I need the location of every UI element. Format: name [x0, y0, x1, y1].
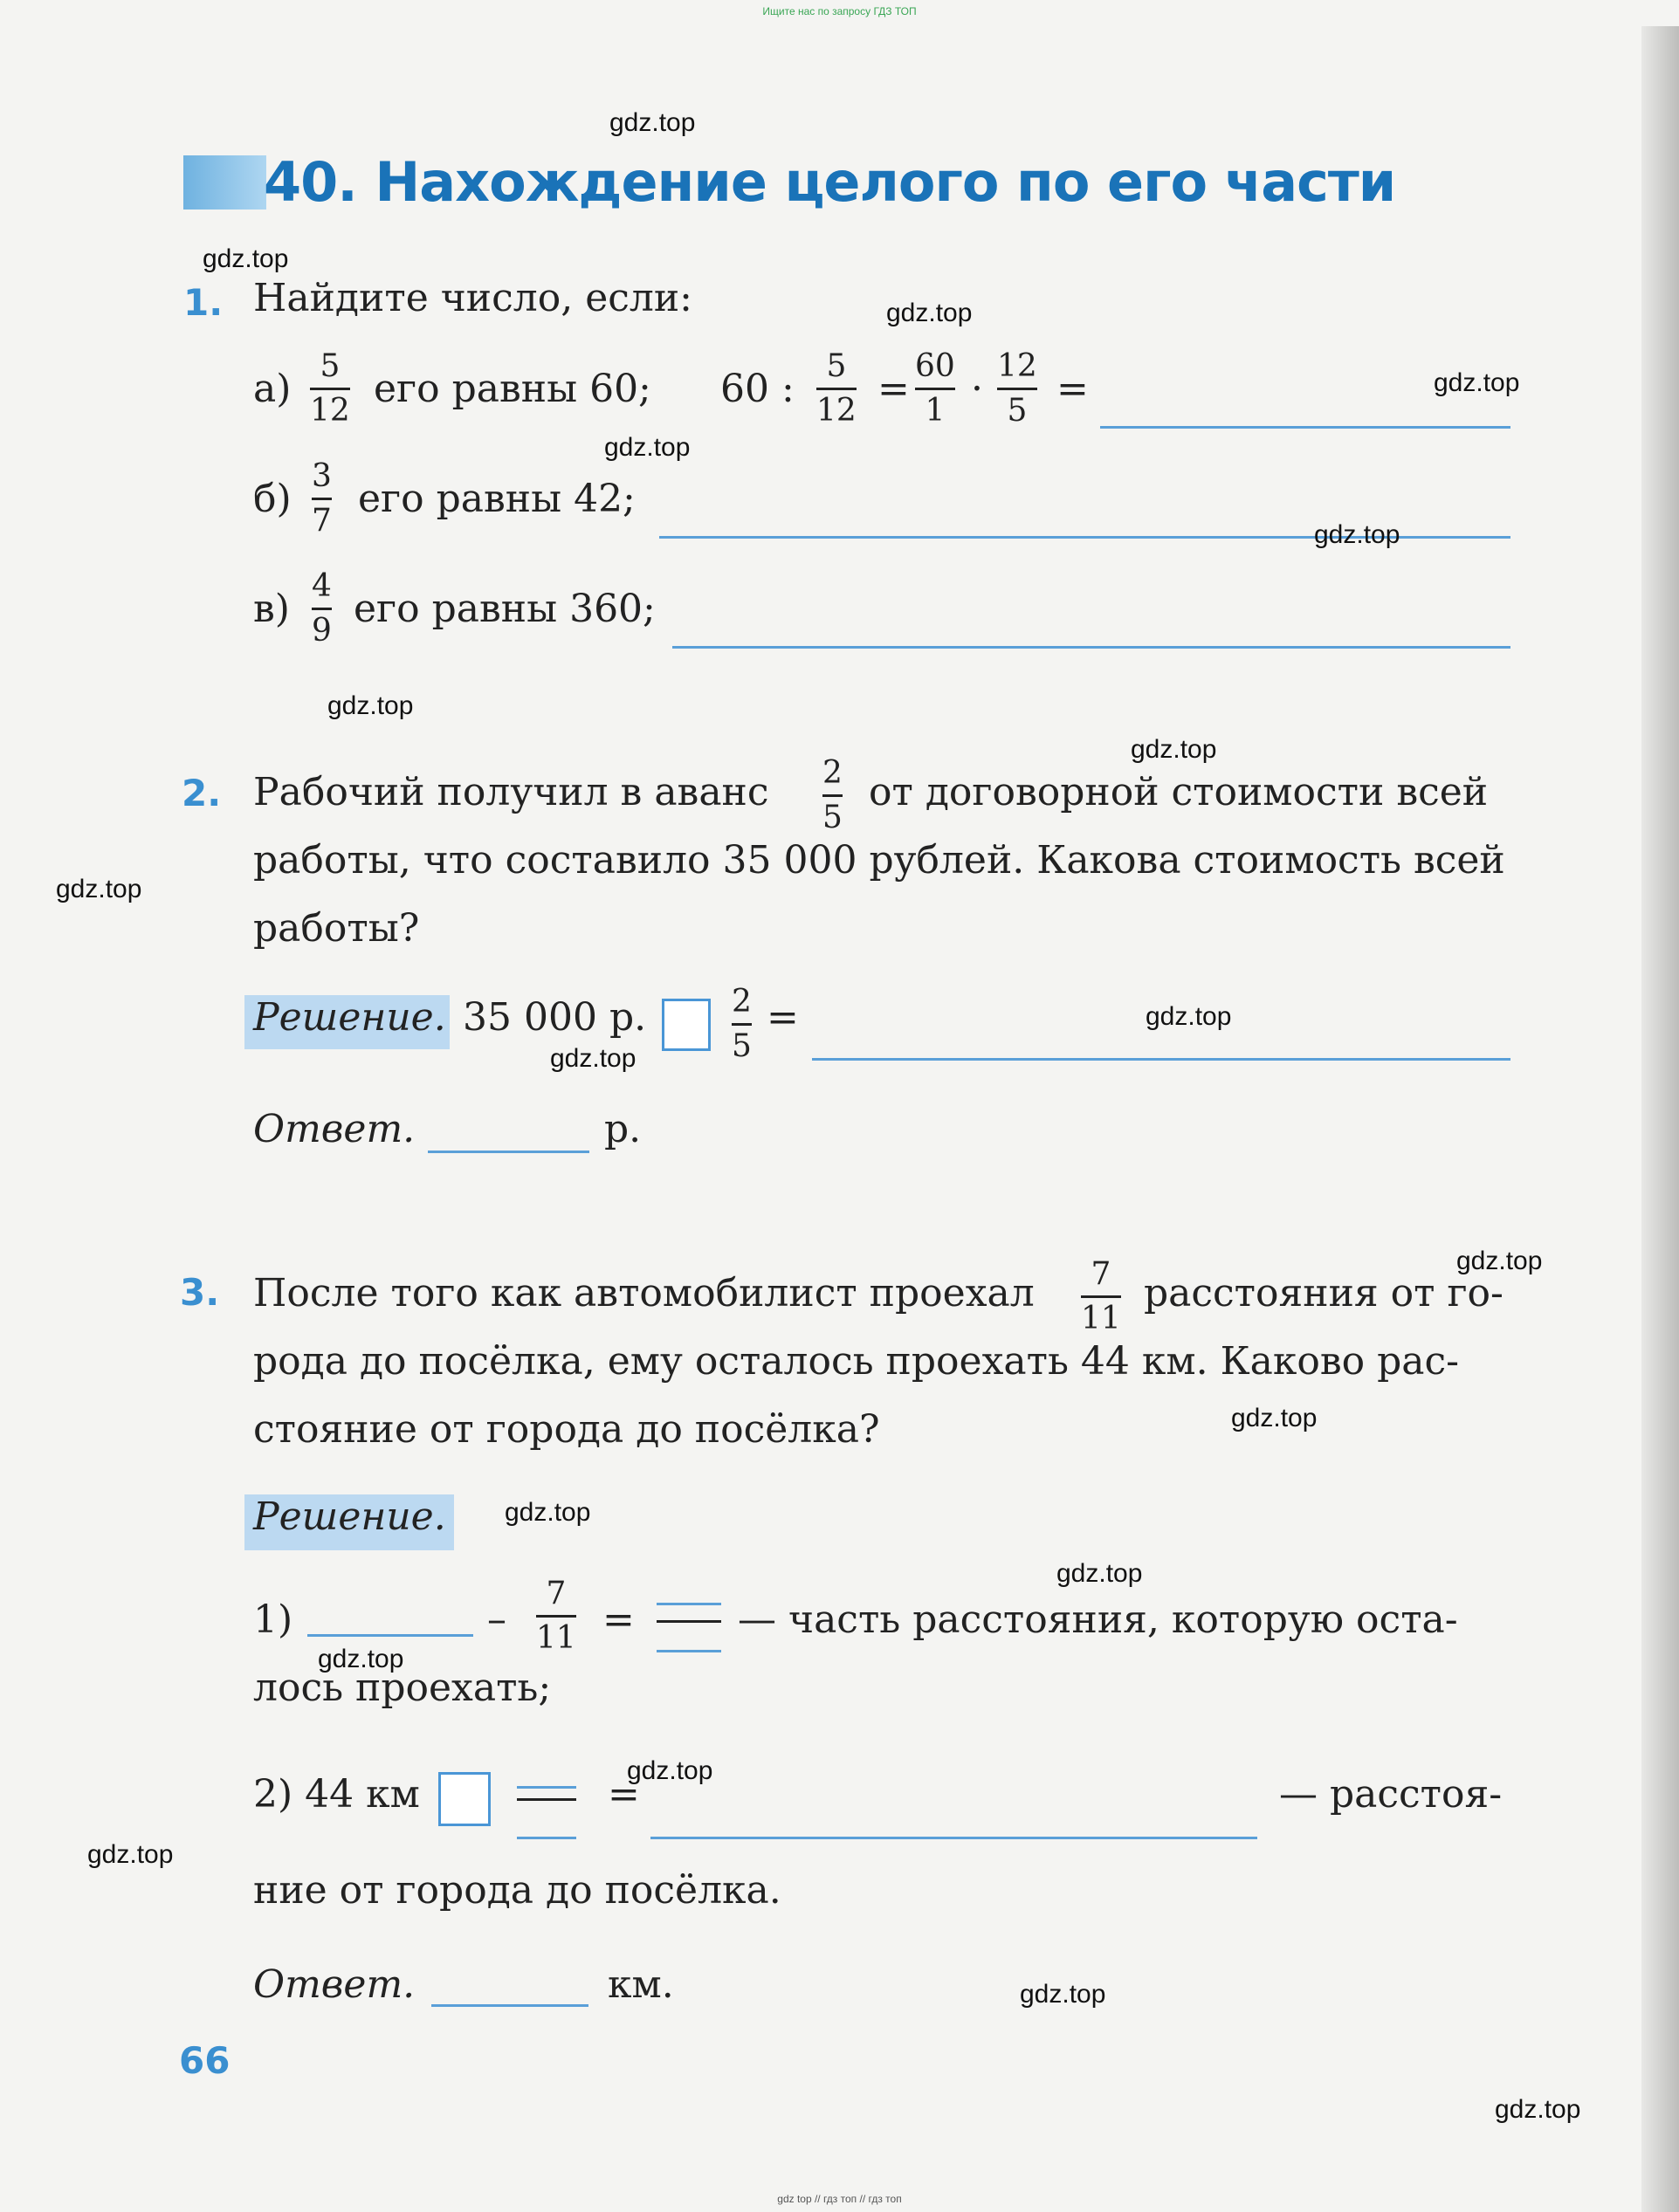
task-2-solution-fraction	[732, 986, 752, 1062]
task-2-solution-equals: =	[767, 995, 799, 1040]
task-1a-label: а)	[253, 367, 292, 411]
task-1-text: Найдите число, если:	[253, 276, 692, 320]
numerator: 7	[1091, 1256, 1111, 1292]
task-1a-calc: 60 :	[720, 367, 795, 411]
page-title: 40. Нахождение целого по его части	[264, 150, 1396, 214]
page-edge-shadow	[1641, 26, 1679, 2212]
watermark: gdz.top	[1056, 1559, 1143, 1588]
watermark: gdz.top	[505, 1498, 591, 1527]
fraction-bar	[312, 608, 332, 610]
task-1b-label: б)	[253, 477, 292, 521]
task-3-line-2: рода до посёлка, ему осталось проехать 44 км. Каково рас-	[253, 1339, 1460, 1384]
numerator: 2	[732, 984, 752, 1020]
page-number: 66	[179, 2039, 231, 2082]
task-1a-calc-fraction-3	[997, 348, 1037, 429]
watermark: gdz.top	[1231, 1404, 1318, 1432]
watermark: gdz.top	[1131, 735, 1217, 764]
task-3-step-2-label: 2) 44 км	[253, 1772, 420, 1817]
watermark: gdz.top	[318, 1645, 404, 1673]
watermark: gdz.top	[1020, 1980, 1106, 2009]
watermark: gdz.top	[56, 875, 142, 903]
task-3-step-2-answer-line[interactable]	[650, 1837, 1257, 1839]
fraction-bar	[822, 794, 843, 797]
task-3-line-1a: После того как автомобилист проехал	[253, 1271, 1035, 1316]
task-2-fraction	[822, 755, 843, 835]
task-3-step-1-denominator-blank[interactable]	[657, 1650, 721, 1652]
numerator: 5	[826, 348, 847, 384]
numerator: 60	[915, 348, 955, 384]
fraction-bar	[536, 1615, 576, 1618]
operation-box[interactable]	[438, 1772, 491, 1826]
task-2-line-1b: от договорной стоимости всей	[869, 770, 1489, 814]
numerator: 5	[320, 348, 341, 384]
task-1a-dot: ·	[971, 367, 983, 411]
task-3-step-1-text-2: лось проехать;	[253, 1666, 552, 1710]
watermark: gdz.top	[550, 1044, 637, 1073]
operation-box[interactable]	[662, 999, 711, 1051]
task-1a-equals-2: =	[1056, 367, 1089, 411]
task-3-step-2-numerator-blank[interactable]	[517, 1786, 576, 1789]
task-3-answer-label: Ответ.	[253, 1962, 416, 2007]
watermark: gdz.top	[1456, 1247, 1543, 1275]
task-3-step-1-label: 1)	[253, 1597, 293, 1642]
task-1a-calc-fraction-1	[816, 348, 857, 429]
fraction-bar	[310, 388, 350, 390]
watermark: gdz.top	[1434, 368, 1520, 397]
task-1-number: 1.	[183, 281, 224, 324]
numerator: 3	[312, 458, 332, 494]
numerator: 2	[822, 755, 843, 791]
task-3-step-2-equals: =	[608, 1772, 640, 1817]
task-3-step-1-numerator-blank[interactable]	[657, 1603, 721, 1605]
task-3-solution-label: Решение.	[253, 1494, 446, 1539]
watermark: gdz.top	[87, 1840, 174, 1869]
header-note: Ищите нас по запросу ГДЗ ТОП	[762, 5, 917, 17]
watermark: gdz.top	[327, 691, 414, 720]
task-2-answer-line[interactable]	[428, 1151, 589, 1153]
task-2-solution-text: 35 000 р.	[463, 995, 647, 1040]
numerator: 7	[546, 1576, 567, 1611]
numerator: 12	[997, 348, 1037, 384]
task-3-line-3: стояние от города до посёлка?	[253, 1407, 880, 1452]
task-1a-answer-line[interactable]	[1100, 426, 1510, 429]
task-3-answer-unit: км.	[608, 1962, 674, 2007]
denominator: 5	[732, 1028, 752, 1064]
task-3-step-1-text: — часть расстояния, которую оста-	[738, 1597, 1458, 1642]
task-1b-text: его равны 42;	[358, 477, 636, 521]
denominator: 11	[1081, 1301, 1121, 1336]
denominator: 11	[536, 1620, 576, 1656]
task-3-step-2-fraction-bar	[517, 1798, 576, 1801]
denominator: 5	[1007, 393, 1028, 429]
task-3-step-1-fraction	[536, 1578, 576, 1654]
task-3-line-1b: расстояния от го-	[1144, 1271, 1504, 1316]
fraction-bar	[1081, 1295, 1121, 1298]
task-2-answer-label: Ответ.	[253, 1107, 416, 1151]
watermark: gdz.top	[604, 433, 691, 462]
task-1a-equals-1: =	[877, 367, 910, 411]
task-2-line-2: работы, что составило 35 000 рублей. Какова стоимость всей	[253, 838, 1505, 883]
task-1c-text: его равны 360;	[354, 587, 656, 631]
denominator: 12	[310, 393, 350, 429]
task-3-step-1-fraction-bar	[657, 1620, 721, 1623]
numerator: 4	[312, 568, 332, 604]
task-2-solution-label: Решение.	[253, 995, 446, 1040]
task-3-answer-line[interactable]	[431, 2004, 588, 2007]
fraction-bar	[732, 1023, 752, 1026]
task-3-step-1-equals: =	[602, 1597, 635, 1642]
denominator: 7	[312, 503, 332, 539]
watermark: gdz.top	[886, 299, 973, 327]
watermark: gdz.top	[1495, 2095, 1581, 2124]
denominator: 5	[822, 800, 843, 835]
fraction-bar	[816, 388, 857, 390]
task-2-solution-line[interactable]	[812, 1058, 1510, 1061]
title-decoration	[183, 155, 266, 210]
task-1c-label: в)	[253, 587, 290, 631]
watermark: gdz.top	[1314, 520, 1400, 549]
task-2-line-3: работы?	[253, 906, 420, 951]
task-3-number: 3.	[180, 1271, 220, 1314]
task-1a-text: его равны 60;	[374, 367, 651, 411]
task-3-step-1-blank[interactable]	[307, 1634, 473, 1637]
denominator: 12	[816, 393, 857, 429]
task-3-step-2-text: — расстоя-	[1279, 1772, 1503, 1817]
watermark: gdz.top	[609, 108, 696, 137]
task-2-number: 2.	[182, 772, 222, 814]
fraction-bar	[312, 498, 332, 500]
task-2-line-1a: Рабочий получил в аванс	[253, 770, 769, 814]
task-1a-calc-fraction-2	[915, 348, 955, 429]
task-1a-fraction	[310, 348, 350, 429]
fraction-bar	[997, 388, 1037, 390]
task-1c-fraction	[312, 568, 332, 649]
fraction-bar	[915, 388, 955, 390]
denominator: 9	[312, 613, 332, 649]
watermark: gdz.top	[1146, 1002, 1232, 1031]
task-3-step-1-minus: –	[487, 1597, 506, 1642]
denominator: 1	[925, 393, 946, 429]
task-1c-answer-line[interactable]	[672, 646, 1510, 649]
task-2-answer-unit: р.	[604, 1107, 642, 1151]
task-3-step-2-denominator-blank[interactable]	[517, 1837, 576, 1839]
watermark: gdz.top	[627, 1756, 713, 1785]
task-1b-fraction	[312, 458, 332, 539]
task-3-fraction	[1081, 1256, 1121, 1336]
watermark: gdz.top	[203, 244, 289, 273]
task-3-step-2-text-2: ние от города до посёлка.	[253, 1868, 781, 1913]
footer-note: gdz top // гдз топ // гдз топ	[777, 2193, 902, 2205]
